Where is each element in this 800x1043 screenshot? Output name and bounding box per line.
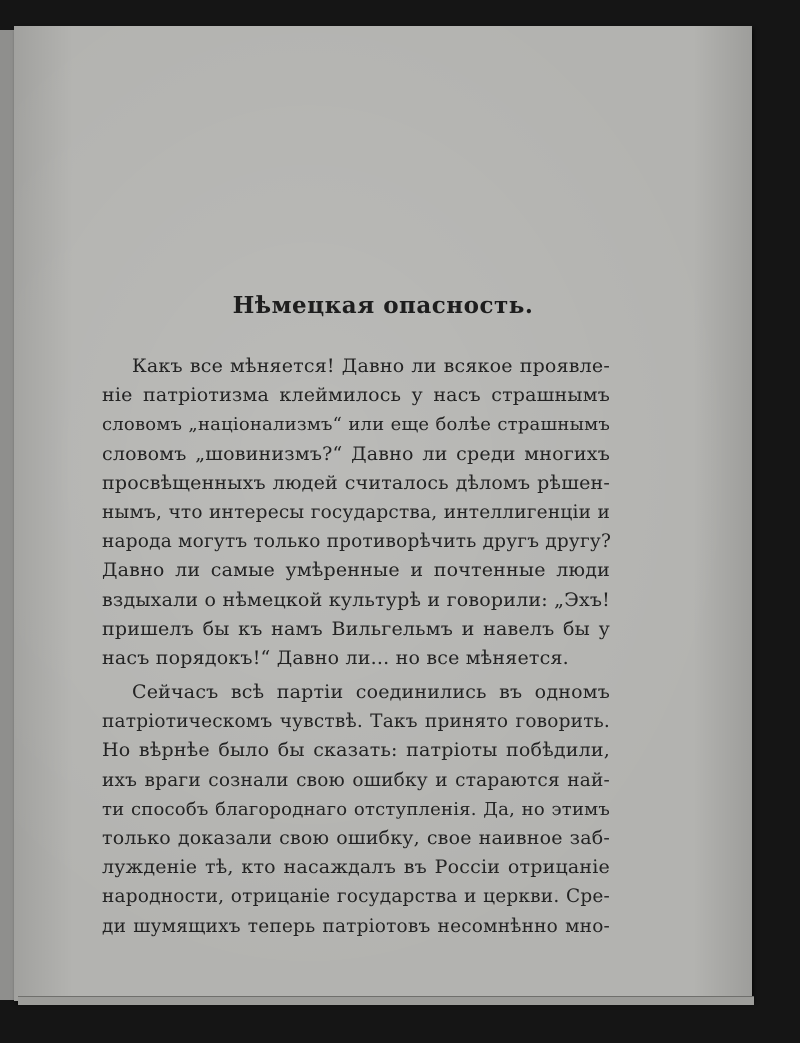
text-line: Какъ все мѣняется! Давно ли всякое проявле- bbox=[132, 355, 610, 377]
text-line: словомъ „нацiонализмъ“ или еще болѣе страшнымъ bbox=[102, 414, 610, 436]
page-bottom-edge bbox=[18, 996, 754, 1005]
paragraph-1 bbox=[102, 352, 610, 673]
text-line: просвѣщенныхъ людей считалось дѣломъ рѣшен- bbox=[102, 471, 610, 494]
text-line: патрiотическомъ чувствѣ. Такъ принято говорить. bbox=[102, 711, 610, 733]
text-line: нымъ, что интересы государства, интеллигенцiи и bbox=[102, 501, 610, 523]
text-line: нiе патрiотизма клеймилось у насъ страшнымъ bbox=[102, 384, 610, 407]
text-line: пришелъ бы къ намъ Вильгельмъ и навелъ бы у bbox=[102, 617, 610, 640]
text-line: словомъ „шовинизмъ?“ Давно ли среди многихъ bbox=[102, 442, 610, 465]
text-line: насъ порядокъ!“ Давно ли... но все мѣняется. bbox=[102, 646, 569, 669]
text-line: ди шумящихъ теперь патрiотовъ несомнѣнно мно- bbox=[102, 915, 610, 937]
text-line: только доказали свою ошибку, свое наивное заб- bbox=[102, 827, 610, 849]
text-line: Сейчасъ всѣ партiи соединились въ одномъ bbox=[132, 681, 610, 704]
text-line: ти способъ благороднаго отступленiя. Да, но этимъ bbox=[102, 798, 610, 820]
text-line: вздыхали о нѣмецкой культурѣ и говорили: „Эхъ! bbox=[102, 588, 610, 611]
text-line: народности, отрицанiе государства и церкви. Сре- bbox=[102, 886, 610, 908]
text-line: народа могутъ только противорѣчить другъ другу? bbox=[102, 531, 612, 553]
text-line: ихъ враги сознали свою ошибку и стараются най- bbox=[102, 769, 610, 791]
page-title: Нѣмецкая опасность. bbox=[232, 292, 534, 319]
text-line: лужденiе тѣ, кто насаждалъ въ Россiи отрицанiе bbox=[102, 856, 610, 879]
paragraph-2 bbox=[102, 678, 610, 941]
body-text bbox=[102, 352, 610, 946]
text-line: Но вѣрнѣе было бы сказать: патрiоты побѣдили, bbox=[102, 739, 610, 762]
text-line: Давно ли самые умѣренные и почтенные люди bbox=[102, 559, 610, 582]
